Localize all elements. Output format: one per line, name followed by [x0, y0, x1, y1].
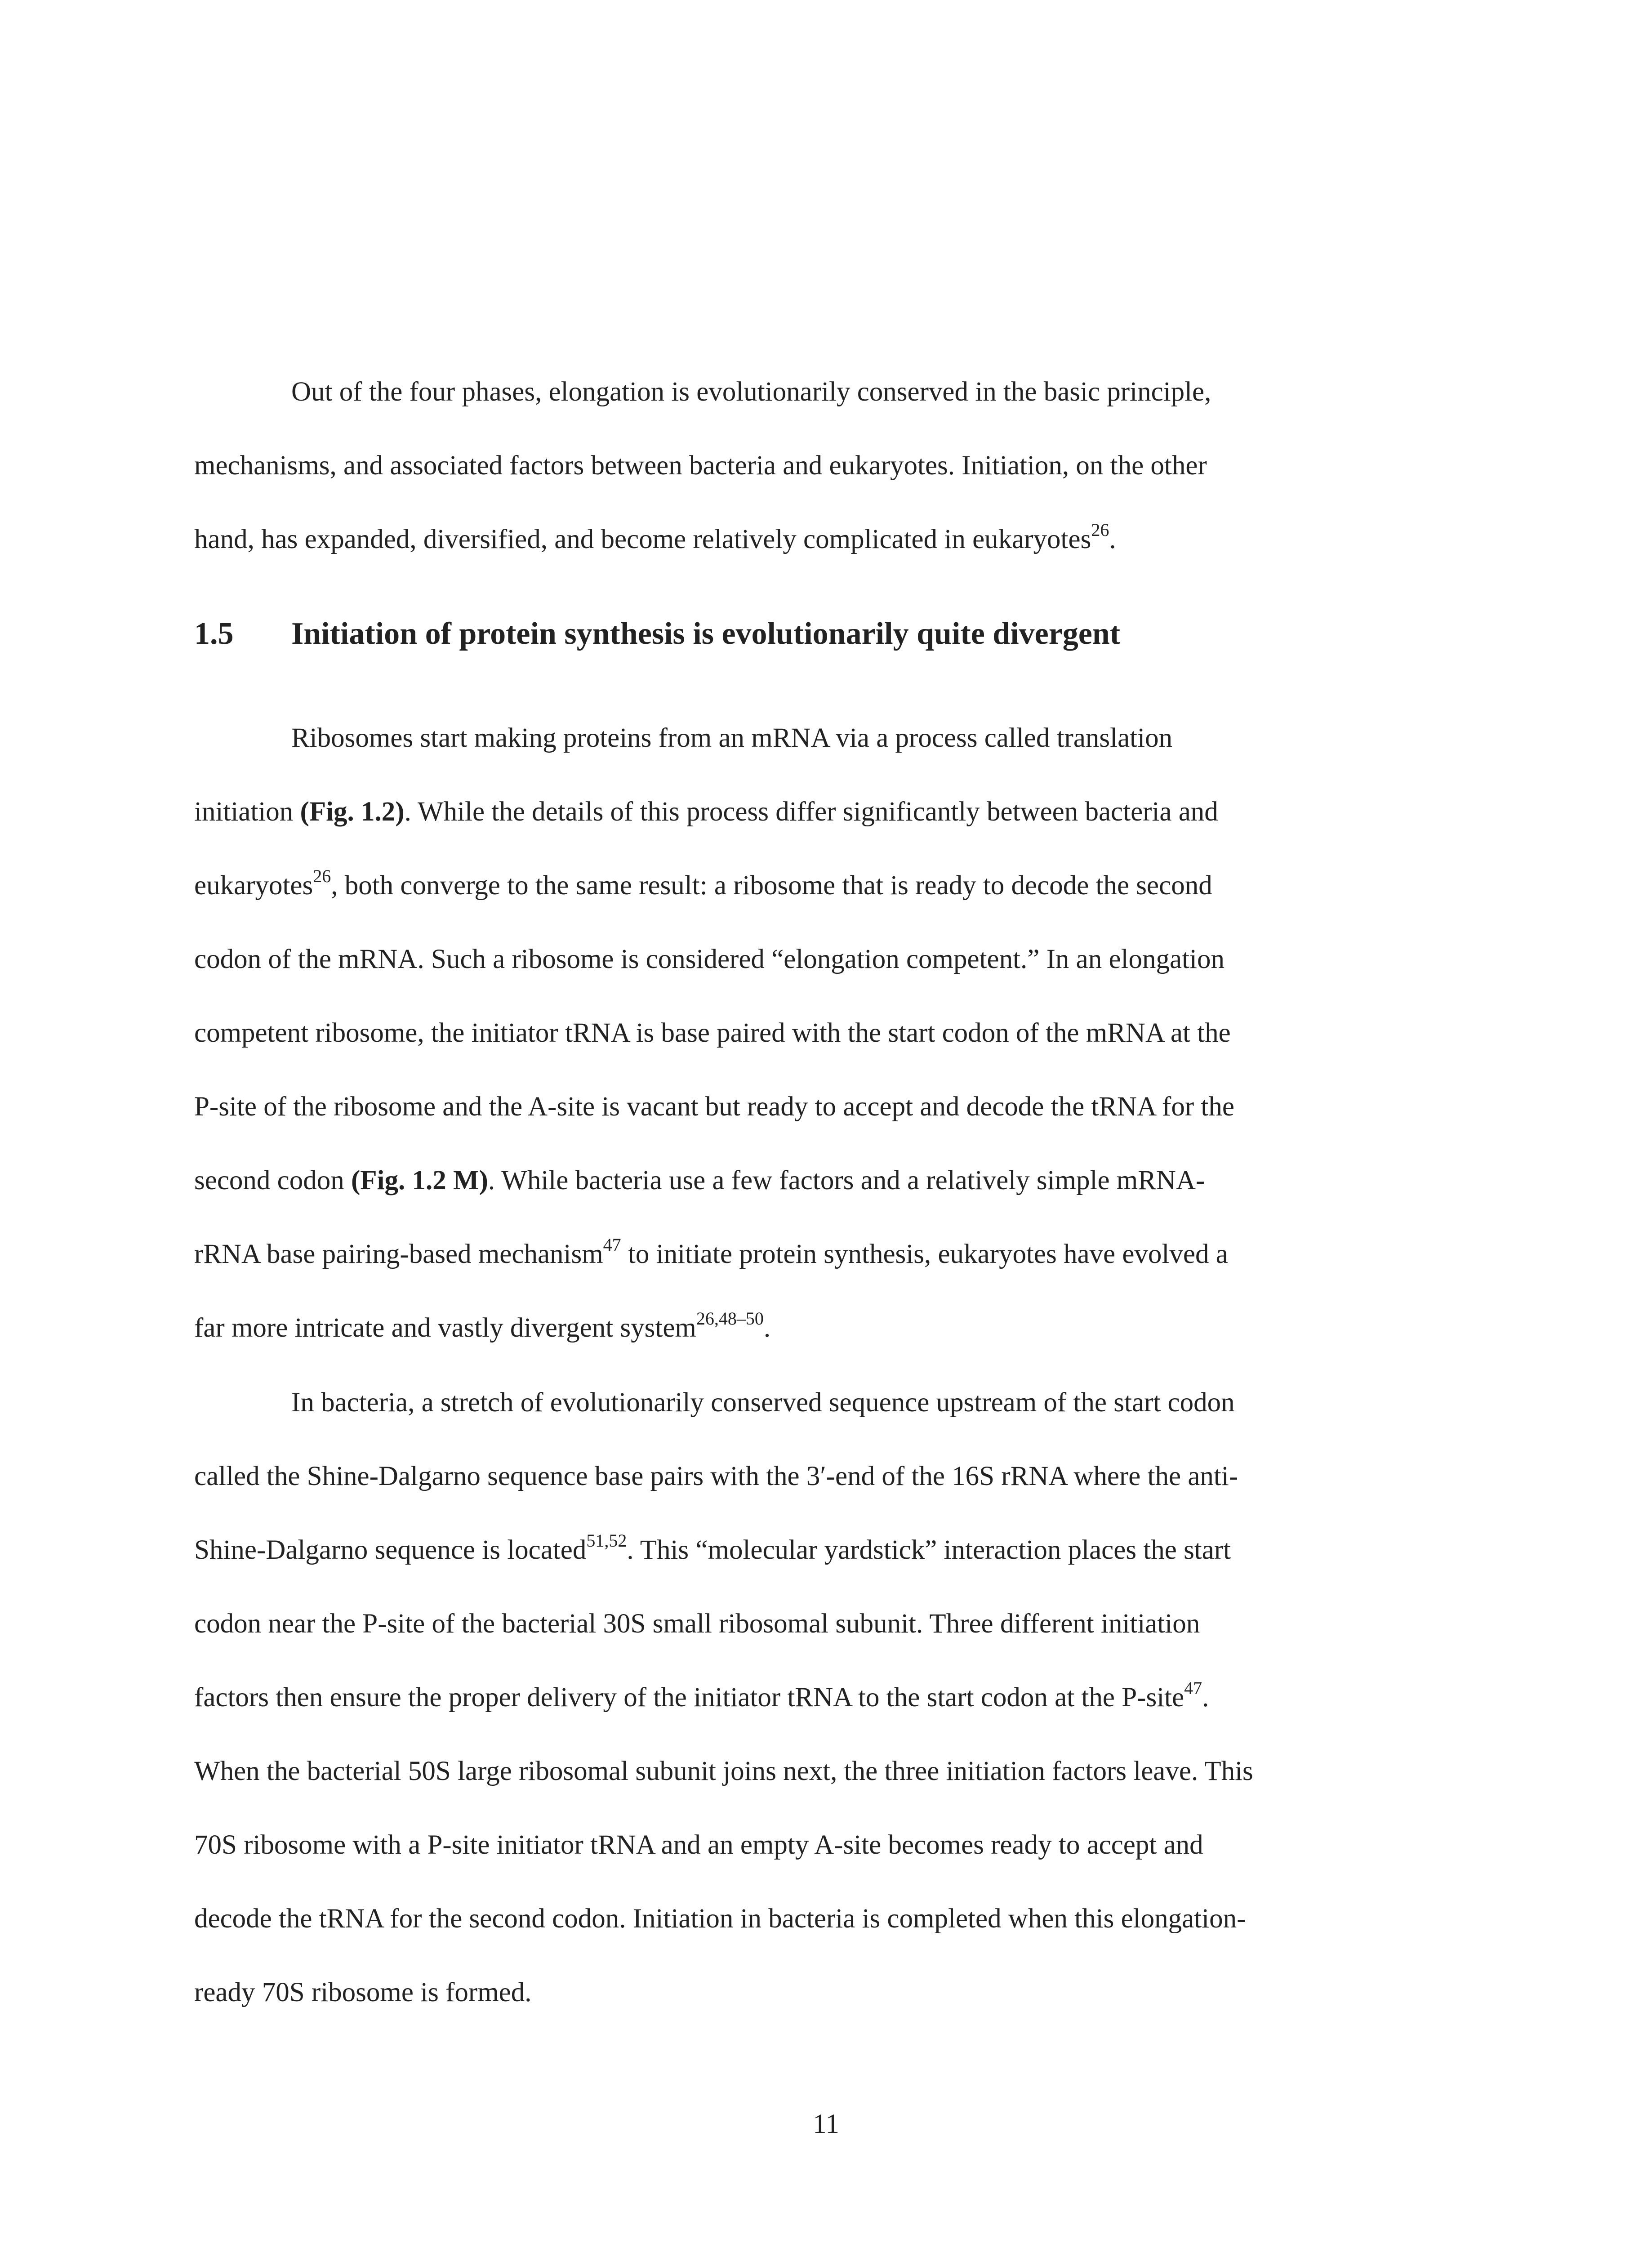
figure-reference: (Fig. 1.2 M) [351, 1165, 488, 1195]
paragraph-line [194, 1218, 1457, 1291]
line-text: eukaryotes [194, 870, 313, 901]
paragraph-line [194, 1440, 1457, 1513]
line-text: called the Shine-Dalgarno sequence base pairs with the 3′-end of the 16S rRNA where the anti- [194, 1461, 1238, 1491]
paragraph-line [194, 996, 1457, 1070]
line-text: initiation [194, 797, 300, 827]
line-text: P-site of the ribosome and the A-site is vacant but ready to accept and decode the tRNA for the [194, 1092, 1234, 1122]
paragraph-line [194, 701, 1457, 775]
line-text: . [1202, 1682, 1209, 1713]
line-text: Shine-Dalgarno sequence is located [194, 1535, 587, 1565]
citation-reference: 51,52 [586, 1530, 627, 1551]
paragraph-line [194, 1882, 1457, 1956]
line-text: In bacteria, a stretch of evolutionarily conserved sequence upstream of the start codon [291, 1387, 1235, 1418]
line-text: ready 70S ribosome is formed. [194, 1977, 532, 2007]
paragraph-line [194, 1070, 1457, 1144]
paragraph-line [194, 1144, 1457, 1218]
paragraph-line [194, 923, 1457, 996]
paragraph-line [194, 849, 1457, 923]
paragraph-line [194, 1735, 1457, 1808]
paragraph-line [194, 355, 1457, 429]
page-number: 11 [813, 2109, 839, 2139]
paragraph-line [194, 1661, 1457, 1735]
line-text: . While the details of this process differ significantly between bacteria and [404, 797, 1218, 827]
paragraph-translation-initiation [194, 701, 1457, 1365]
line-text: to initiate protein synthesis, eukaryotes have evolved a [621, 1239, 1228, 1269]
section-heading [194, 616, 1120, 652]
citation-reference: 47 [1184, 1677, 1202, 1698]
line-text: , both converge to the same result: a ribosome that is ready to decode the second [331, 870, 1212, 901]
line-text: decode the tRNA for the second codon. Initiation in bacteria is completed when this elongation- [194, 1904, 1246, 1934]
citation-reference: 26,48–50 [696, 1308, 764, 1329]
line-text: far more intricate and vastly divergent system [194, 1313, 696, 1343]
paragraph-intro [194, 355, 1457, 576]
line-text: codon of the mRNA. Such a ribosome is considered “elongation competent.” In an elongation [194, 944, 1225, 974]
section-title: Initiation of protein synthesis is evolutionarily quite divergent [291, 616, 1121, 651]
paragraph-line [194, 1587, 1457, 1661]
line-text: mechanisms, and associated factors between bacteria and eukaryotes. Initiation, on the other [194, 450, 1207, 481]
line-text: 70S ribosome with a P-site initiator tRNA and an empty A-site becomes ready to accept and [194, 1830, 1203, 1860]
line-text: codon near the P-site of the bacterial 30S small ribosomal subunit. Three different initiation [194, 1609, 1200, 1639]
line-text: rRNA base pairing-based mechanism [194, 1239, 603, 1269]
line-text: When the bacterial 50S large ribosomal subunit joins next, the three initiation factors leave. This [194, 1756, 1253, 1786]
line-text: factors then ensure the proper delivery of the initiator tRNA to the start codon at the P-site [194, 1682, 1184, 1713]
line-text: . This “molecular yardstick” interaction places the start [627, 1535, 1231, 1565]
line-text: second codon [194, 1165, 351, 1195]
citation-reference: 47 [603, 1234, 621, 1255]
paragraph-line [194, 1808, 1457, 1882]
paragraph-line [194, 1956, 1457, 2029]
line-text: competent ribosome, the initiator tRNA is base paired with the start codon of the mRNA at the [194, 1018, 1231, 1048]
line-text: . [1109, 524, 1116, 554]
paragraph-bacterial-initiation [194, 1366, 1457, 2029]
paragraph-line [194, 429, 1457, 503]
section-number: 1.5 [194, 616, 234, 651]
citation-reference: 26 [313, 865, 331, 886]
paragraph-line [194, 503, 1457, 576]
line-text: Ribosomes start making proteins from an mRNA via a process called translation [291, 723, 1173, 753]
paragraph-line [194, 1513, 1457, 1587]
figure-reference: (Fig. 1.2) [300, 797, 405, 827]
line-text: . [763, 1313, 771, 1343]
paragraph-line [194, 1291, 1457, 1365]
line-text: hand, has expanded, diversified, and become relatively complicated in eukaryotes [194, 524, 1091, 554]
paragraph-line [194, 1366, 1457, 1440]
citation-reference: 26 [1091, 519, 1109, 540]
line-text: . While bacteria use a few factors and a relatively simple mRNA- [488, 1165, 1205, 1195]
line-text: Out of the four phases, elongation is evolutionarily conserved in the basic principle, [291, 377, 1211, 407]
paragraph-line [194, 775, 1457, 849]
